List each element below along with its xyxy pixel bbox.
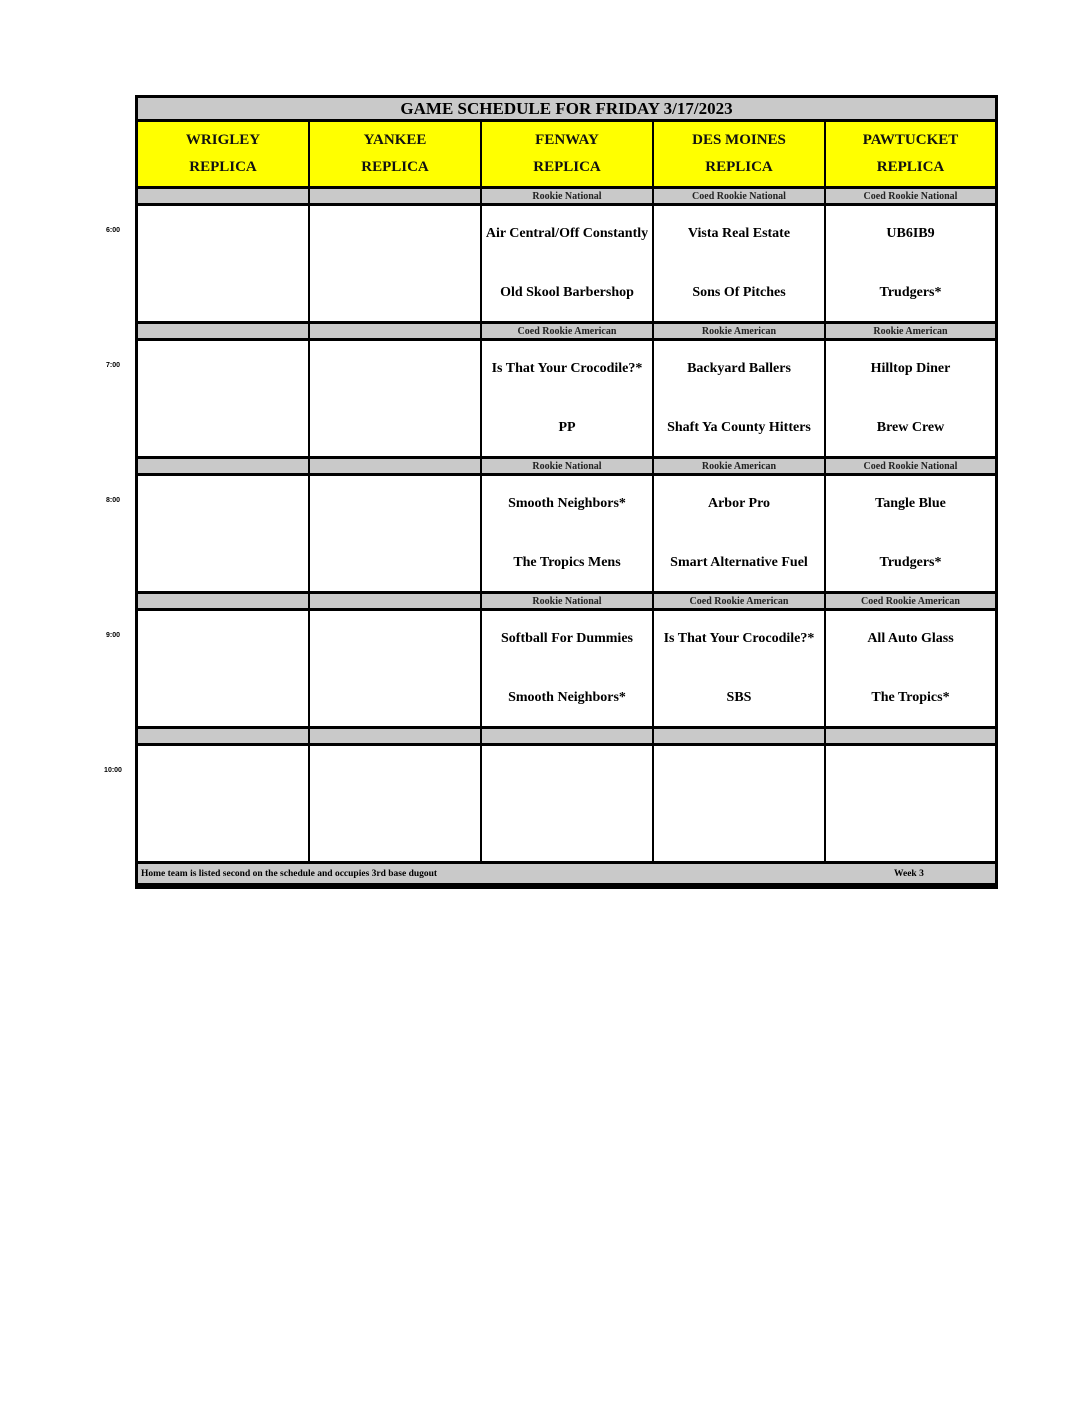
- game-cell: [138, 341, 308, 456]
- division-label: Rookie American: [654, 324, 824, 338]
- game-cell: [138, 206, 308, 321]
- game-cell: [826, 341, 995, 456]
- game-cell: [654, 476, 824, 591]
- venue-name: FENWAY: [535, 132, 599, 148]
- away-team: All Auto Glass: [867, 631, 954, 646]
- home-team: The Tropics*: [871, 690, 950, 705]
- venue-header: [482, 122, 652, 186]
- game-cell: [138, 476, 308, 591]
- game-cell: [482, 476, 652, 591]
- venue-header: [310, 122, 480, 186]
- division-label: Coed Rookie American: [826, 594, 995, 608]
- game-cell: [138, 611, 308, 726]
- away-team: Backyard Ballers: [687, 361, 791, 376]
- home-team: Smart Alternative Fuel: [670, 555, 808, 570]
- time-label: 9:00: [105, 632, 120, 639]
- division-label: Coed Rookie National: [654, 189, 824, 203]
- away-team: UB6IB9: [886, 226, 935, 241]
- game-cell: [310, 206, 480, 321]
- division-label: [310, 729, 480, 743]
- venue-subtitle: REPLICA: [189, 159, 257, 175]
- game-cell: [826, 611, 995, 726]
- time-label: 6:00: [105, 227, 120, 234]
- game-cell: [654, 341, 824, 456]
- division-label: [138, 459, 308, 473]
- division-label: [138, 189, 308, 203]
- venue-name: WRIGLEY: [185, 132, 261, 148]
- away-team: Air Central/Off Constantly: [485, 226, 649, 241]
- division-label: [826, 729, 995, 743]
- game-cell: [310, 476, 480, 591]
- away-team: Arbor Pro: [707, 496, 771, 511]
- footer-text: Home team is listed second on the schedule and occupies 3rd base dugout: [141, 868, 438, 879]
- division-label: [482, 729, 652, 743]
- division-label: [310, 324, 480, 338]
- away-team: Tangle Blue: [875, 496, 946, 511]
- time-label: 10:00: [104, 767, 122, 774]
- division-label: [310, 459, 480, 473]
- venue-name: DES MOINES: [692, 132, 786, 148]
- venue-name: YANKEE: [363, 132, 427, 148]
- footer-note: [138, 864, 995, 883]
- schedule-title: GAME SCHEDULE FOR FRIDAY 3/17/2023: [138, 98, 995, 119]
- home-team: Sons Of Pitches: [692, 285, 786, 300]
- home-team: SBS: [726, 690, 752, 705]
- away-team: Smooth Neighbors*: [508, 496, 626, 511]
- game-cell: [482, 206, 652, 321]
- division-label: Coed Rookie National: [826, 189, 995, 203]
- schedule-table: [135, 95, 998, 889]
- away-team: Is That Your Crocodile?*: [491, 361, 643, 376]
- division-label: [138, 729, 308, 743]
- game-cell: [138, 746, 308, 861]
- game-cell: [826, 206, 995, 321]
- away-team: Softball For Dummies: [501, 631, 633, 646]
- game-cell: [654, 746, 824, 861]
- venue-subtitle: REPLICA: [876, 159, 945, 175]
- away-team: Vista Real Estate: [687, 226, 791, 241]
- venue-subtitle: REPLICA: [533, 159, 601, 175]
- home-team: Smooth Neighbors*: [508, 690, 626, 705]
- venue-name: PAWTUCKET: [862, 132, 959, 148]
- game-cell: [482, 341, 652, 456]
- game-cell: [310, 611, 480, 726]
- division-label: [654, 729, 824, 743]
- division-label: Rookie American: [826, 324, 995, 338]
- division-label: Rookie American: [654, 459, 824, 473]
- home-team: Old Skool Barbershop: [500, 285, 634, 300]
- division-label: [138, 594, 308, 608]
- game-cell: [654, 611, 824, 726]
- time-label: 7:00: [105, 362, 120, 369]
- division-label: Rookie National: [482, 189, 652, 203]
- division-label: [310, 189, 480, 203]
- division-label: Coed Rookie National: [826, 459, 995, 473]
- home-team: Shaft Ya County Hitters: [667, 420, 811, 435]
- venue-header: [138, 122, 308, 186]
- division-label: Rookie National: [482, 594, 652, 608]
- home-team: Trudgers*: [879, 555, 942, 570]
- game-cell: [482, 611, 652, 726]
- game-cell: [310, 746, 480, 861]
- game-cell: [826, 746, 995, 861]
- division-label: Coed Rookie American: [654, 594, 824, 608]
- division-label: [310, 594, 480, 608]
- game-cell: [826, 476, 995, 591]
- venue-subtitle: REPLICA: [705, 159, 773, 175]
- division-label: [138, 324, 308, 338]
- game-cell: [482, 746, 652, 861]
- division-label: Rookie National: [482, 459, 652, 473]
- venue-header: [654, 122, 824, 186]
- home-team: Trudgers*: [879, 285, 942, 300]
- time-label: 8:00: [105, 497, 120, 504]
- week-label: Week 3: [894, 868, 924, 879]
- game-cell: [654, 206, 824, 321]
- home-team: PP: [558, 420, 576, 435]
- venue-subtitle: REPLICA: [361, 159, 429, 175]
- home-team: The Tropics Mens: [513, 555, 621, 570]
- game-cell: [310, 341, 480, 456]
- away-team: Hilltop Diner: [870, 361, 951, 376]
- home-team: Brew Crew: [876, 420, 945, 435]
- venue-header: [826, 122, 995, 186]
- away-team: Is That Your Crocodile?*: [663, 631, 815, 646]
- division-label: Coed Rookie American: [482, 324, 652, 338]
